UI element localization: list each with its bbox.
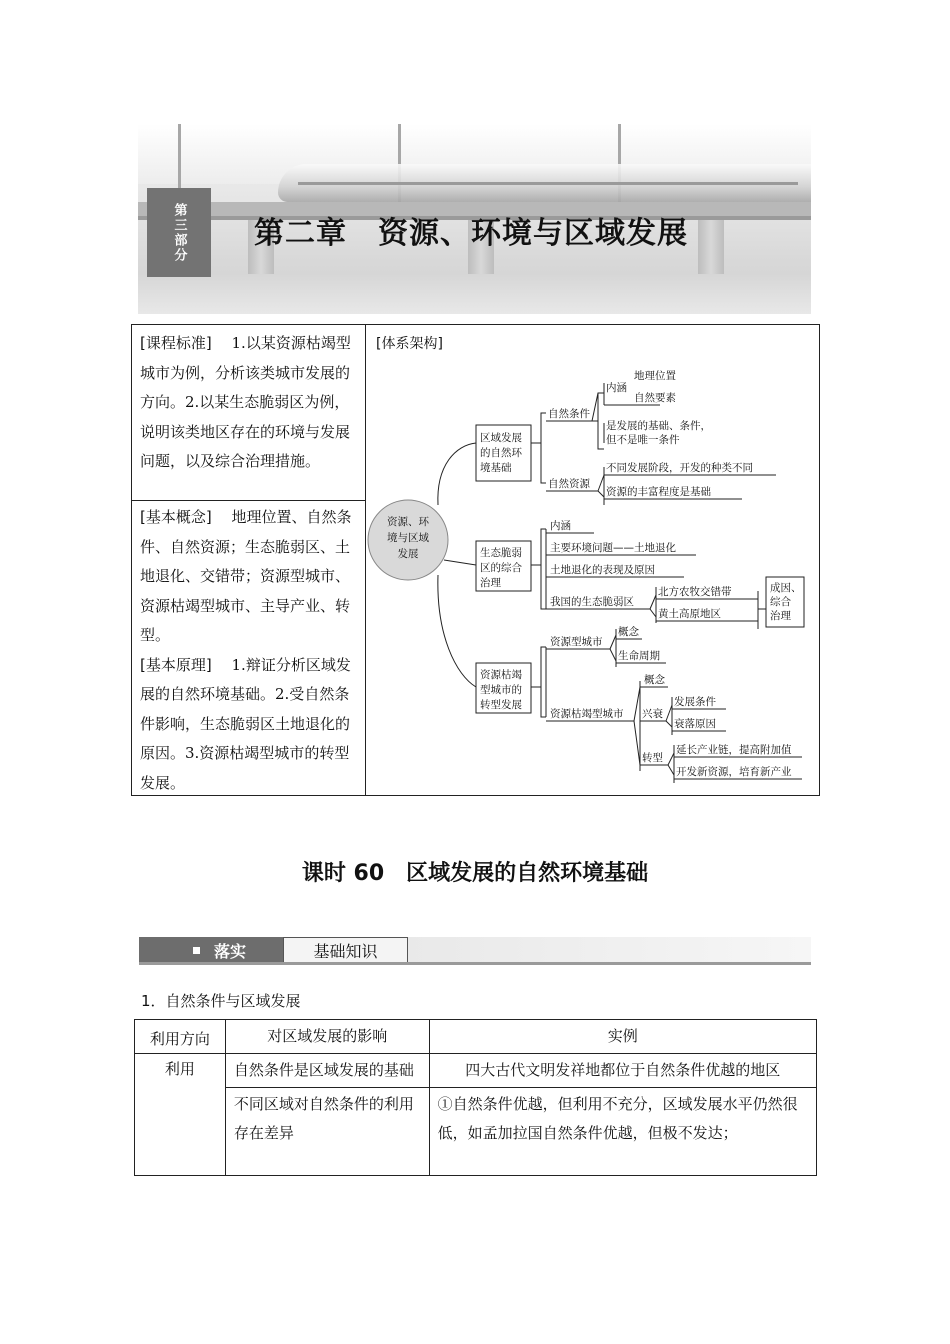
b1-abundance-text: 资源的丰富程度是基础: [606, 486, 711, 498]
b3-exhausted-city: 资源枯竭型城市: [550, 708, 624, 720]
cell-example-1: 四大古代文明发祥地都位于自然条件优越的地区: [429, 1054, 816, 1088]
b3-life-cycle: 生命周期: [618, 650, 660, 662]
b1-natural-resources: 自然资源: [548, 478, 590, 490]
b1-natural-conditions: 自然条件: [548, 408, 590, 420]
header-example: 实例: [429, 1020, 816, 1054]
b2-result-line-3: 治理: [770, 610, 791, 622]
section-dark-tab: [139, 937, 283, 963]
cell-impact-2: 不同区域对自然条件的利用存在差异: [225, 1088, 429, 1176]
center-line-3: 发展: [397, 548, 419, 560]
b1-basis-line-1: 是发展的基础、条件，: [606, 420, 711, 432]
cell-direction: 利用: [135, 1054, 226, 1176]
concept-mindmap: [366, 325, 820, 795]
basic-principles-text: 1.辩证分析区域发展的自然环境基础。2.受自然条件影响，生态脆弱区土地退化的原因。3.资源枯竭型城市的转型发展。: [140, 655, 351, 792]
course-standard-tag: [课程标准]: [140, 334, 212, 352]
b2-line-2: 区的综合: [480, 562, 522, 574]
section-dark-label: 落实: [214, 941, 247, 961]
course-standard-cell: [132, 325, 365, 501]
b2-fragile-regions: 我国的生态脆弱区: [550, 596, 634, 608]
b3-rise-fall: 兴衰: [642, 708, 663, 720]
lesson-title: 课时 60 区域发展的自然环境基础: [301, 861, 649, 886]
outline-table: [131, 324, 820, 796]
heading-natural-conditions: 1．自然条件与区域发展: [141, 992, 301, 1010]
b1-line-1: 区域发展: [480, 432, 522, 444]
section-underline: [139, 962, 811, 965]
section-bar: [139, 937, 811, 963]
b1-stage-text: 不同发展阶段，开发的种类不同: [606, 462, 753, 474]
part-tag: 第三部分: [147, 188, 211, 277]
b2-loess-plateau: 黄土高原地区: [658, 608, 721, 620]
b1-connotation: 内涵: [606, 382, 627, 394]
b1-line-2: 的自然环: [480, 447, 522, 459]
cell-example-2: ①自然条件优越，但利用不充分，区域发展水平仍然很低，如孟加拉国自然条件优越，但极不发达；: [429, 1088, 816, 1176]
b1-natural-elements: 自然要素: [634, 392, 676, 404]
b2-main-problem: 主要环境问题——土地退化: [550, 542, 676, 554]
table-row: [135, 1054, 817, 1088]
b3-line-2: 型城市的: [480, 684, 522, 696]
b2-result-line-2: 综合: [770, 596, 791, 608]
b3-transformation: 转型: [642, 752, 663, 764]
b3-line-3: 转型发展: [480, 699, 522, 711]
concepts-cell: [132, 501, 365, 798]
b2-result-line-1: 成因、: [770, 582, 802, 594]
table-header-row: [135, 1020, 817, 1054]
b3-decline-reasons: 衰落原因: [674, 718, 716, 730]
course-standard-text: 1.以某资源枯竭型城市为例，分析该类城市发展的方向。2.以某生态脆弱区为例，说明该类地区存在的环境与发展问题，以及综合治理措施。: [140, 334, 351, 470]
basic-concepts-tag: [基本概念]: [140, 508, 212, 526]
b1-geo-location: 地理位置: [634, 370, 676, 382]
header-impact: 对区域发展的影响: [225, 1020, 429, 1054]
banner-ground: [138, 274, 811, 314]
natural-conditions-table: [134, 1019, 817, 1176]
b3-resource-city: 资源型城市: [550, 636, 603, 648]
header-direction: 利用方向: [135, 1020, 226, 1054]
b3-concept: 概念: [618, 626, 639, 638]
table-row: [135, 1088, 817, 1176]
b2-line-3: 治理: [480, 577, 501, 589]
banner-train-stripe: [298, 182, 798, 185]
outline-right-column: [366, 325, 820, 795]
b2-line-1: 生态脆弱: [480, 547, 522, 559]
b3-concept-2: 概念: [644, 674, 665, 686]
b1-line-3: 境基础: [480, 462, 512, 474]
b2-connotation: 内涵: [550, 520, 571, 532]
b2-manifestation: 土地退化的表现及原因: [550, 564, 655, 576]
basic-principles-tag: [基本原理]: [140, 655, 212, 674]
b3-extend-chain: 延长产业链，提高附加值: [676, 744, 792, 756]
chapter-title: 第二章 资源、环境与区域发展: [254, 216, 688, 251]
cell-impact-1: 自然条件是区域发展的基础: [225, 1054, 429, 1088]
framework-label: [体系架构]: [376, 336, 443, 352]
basic-concepts-text: 地理位置、自然条件、自然资源；生态脆弱区、土地退化、交错带；资源型城市、资源枯竭型城市、主导产业、转型。: [140, 508, 352, 644]
b2-north-ecotone: 北方农牧交错带: [658, 586, 732, 598]
b3-new-resources: 开发新资源，培育新产业: [676, 766, 792, 778]
b1-basis-line-2: 但不是唯一条件: [606, 434, 680, 446]
center-line-2: 境与区域: [387, 532, 429, 544]
square-bullet-icon: [193, 947, 200, 954]
center-line-1: 资源、环: [387, 516, 429, 528]
outline-left-column: [132, 325, 366, 795]
b3-dev-conditions: 发展条件: [674, 696, 716, 708]
b3-line-1: 资源枯竭: [480, 669, 522, 681]
section-light-tab: 基础知识: [283, 937, 408, 963]
